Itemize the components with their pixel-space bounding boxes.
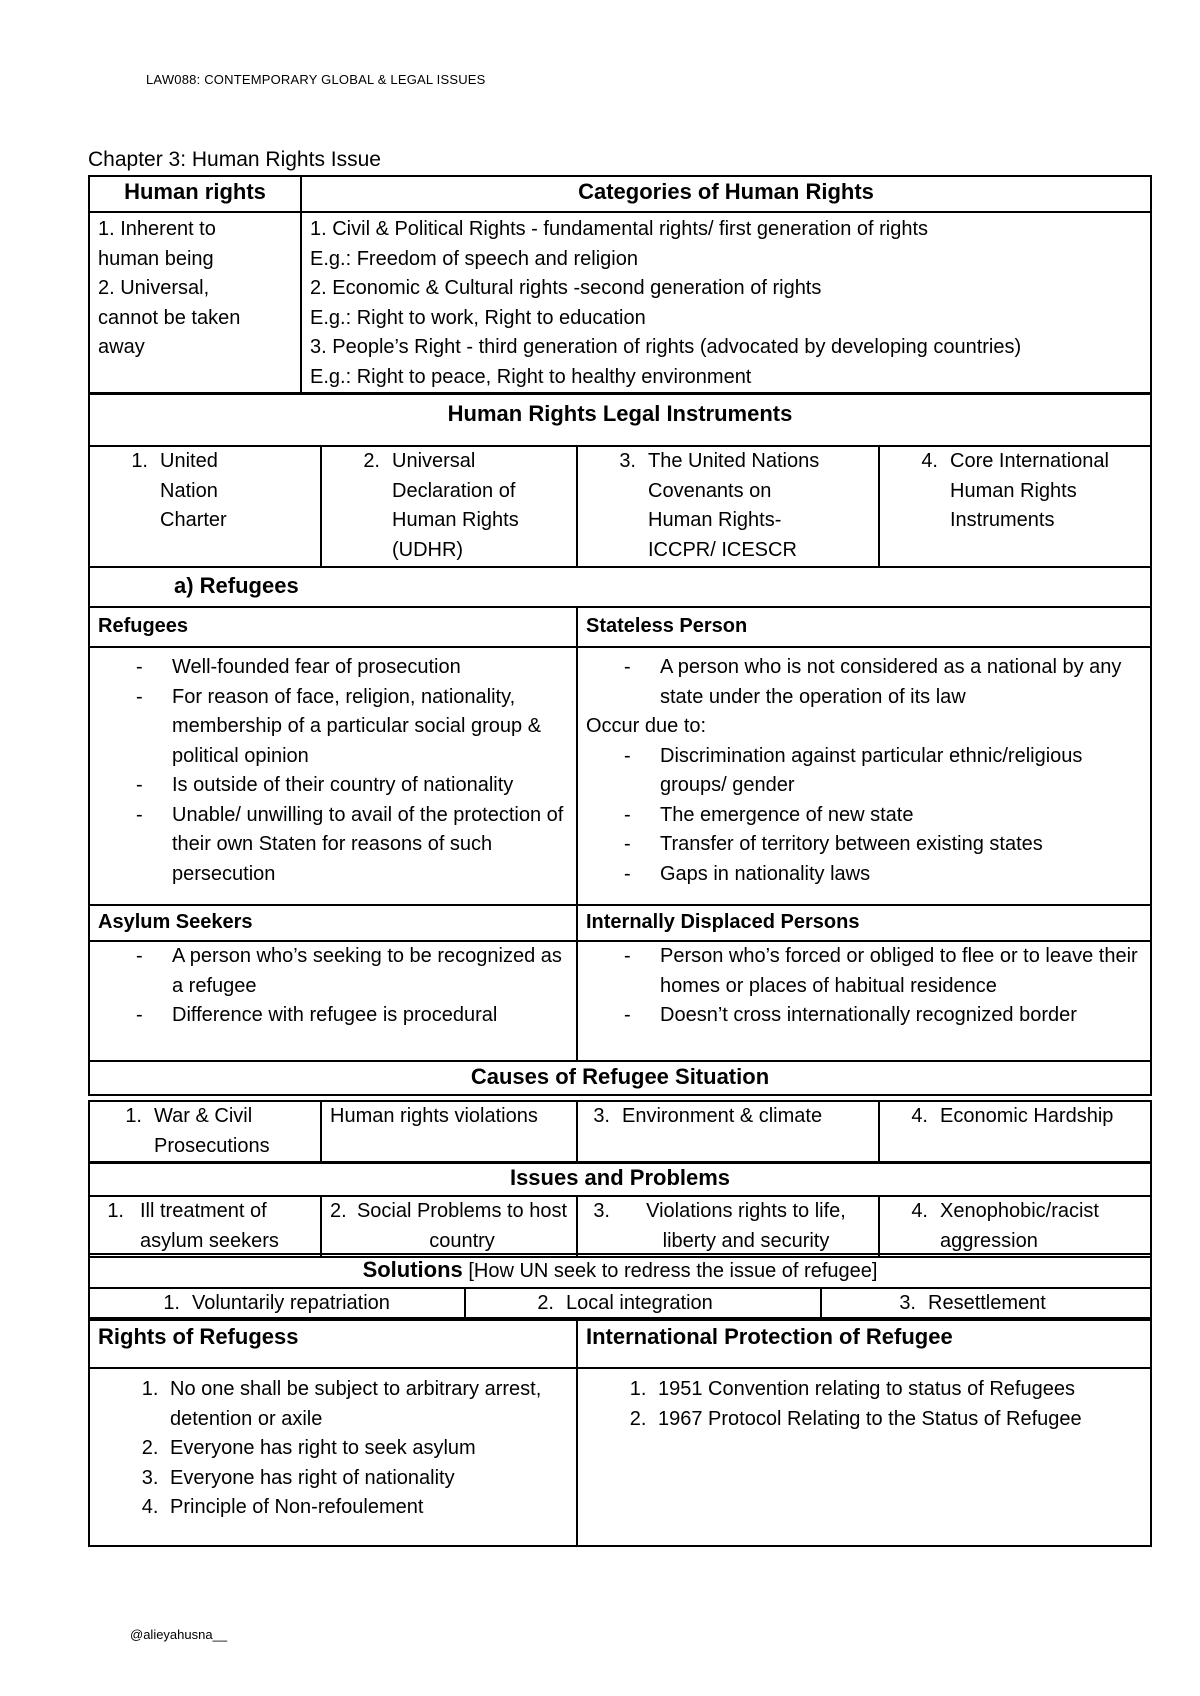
cause-item xyxy=(321,1101,577,1163)
list-item: - Discrimination against particular ethnic/religious groups/ gender xyxy=(586,742,1142,801)
item-text: Human rights violations xyxy=(330,1105,538,1127)
chapter-title: Chapter 3: Human Rights Issue xyxy=(88,148,381,171)
property-line: cannot be taken xyxy=(98,306,241,329)
stateless-definition xyxy=(577,647,1151,905)
protection-list xyxy=(577,1368,1151,1546)
occur-label: Occur due to: xyxy=(586,715,707,737)
idp-definition xyxy=(577,941,1151,1061)
item-number: 4. xyxy=(911,1200,928,1222)
instrument-item xyxy=(321,446,577,567)
footer-handle: @alieyahusna__ xyxy=(130,1627,228,1642)
list-item: - Person who’s forced or obliged to flee or to leave their homes or places of habitual residence xyxy=(586,942,1142,1001)
list-item: 4. Principle of Non-refoulement xyxy=(164,1493,568,1523)
stateless-header: Stateless Person xyxy=(577,607,1151,647)
item-number: 2. xyxy=(363,450,380,472)
item-text: Social Problems to host country xyxy=(356,1200,568,1252)
list-item: - A person who is not considered as a national by any state under the operation of its law xyxy=(586,653,1142,712)
solution-item xyxy=(821,1288,1151,1320)
item-text: War & Civil Prosecutions xyxy=(154,1105,270,1157)
item-text: Universal Declaration of Human Rights (UDHR) xyxy=(392,450,519,561)
item-number: 3. xyxy=(899,1292,916,1314)
item-number: 4. xyxy=(921,450,938,472)
list-item: 1. No one shall be subject to arbitrary arrest, detention or axile xyxy=(164,1375,568,1434)
category-line: 2. Economic & Cultural rights -second generation of rights xyxy=(310,277,822,299)
categories-header: Categories of Human Rights xyxy=(301,176,1151,212)
causes-table xyxy=(88,1100,1152,1164)
item-number: 2. xyxy=(330,1200,347,1222)
instrument-item xyxy=(879,446,1151,567)
causes-title: Causes of Refugee Situation xyxy=(89,1061,1151,1095)
cause-item xyxy=(879,1101,1151,1163)
cause-item xyxy=(89,1101,321,1163)
refugees-definition xyxy=(89,647,577,905)
item-number: 1. xyxy=(107,1200,124,1222)
rights-header: Rights of Refugess xyxy=(89,1318,577,1368)
solution-item xyxy=(465,1288,821,1320)
solutions-label: Solutions xyxy=(362,1257,463,1282)
solutions-title xyxy=(89,1254,1151,1288)
instrument-item xyxy=(89,446,321,567)
item-text: Violations rights to life, liberty and security xyxy=(646,1200,846,1252)
issue-item xyxy=(577,1196,879,1257)
issues-title: Issues and Problems xyxy=(89,1162,1151,1196)
item-text: Resettlement xyxy=(928,1292,1046,1314)
item-text: Xenophobic/racist aggression xyxy=(940,1200,1099,1252)
instruments-title: Human Rights Legal Instruments xyxy=(89,394,1151,446)
list-item: 2. 1967 Protocol Relating to the Status of Refugee xyxy=(652,1405,1142,1435)
property-line: 2. Universal, xyxy=(98,277,210,299)
category-line: E.g.: Freedom of speech and religion xyxy=(310,247,638,270)
list-item: 2. Everyone has right to seek asylum xyxy=(164,1434,568,1464)
item-text: United Nation Charter xyxy=(160,450,227,531)
list-item: - Well-founded fear of prosecution xyxy=(98,653,568,683)
asylum-definition xyxy=(89,941,577,1061)
item-number: 3. xyxy=(593,1105,610,1127)
list-item: - For reason of face, religion, nationality, membership of a particular social group & political opinion xyxy=(98,683,568,772)
issue-item xyxy=(879,1196,1151,1257)
item-number: 2. xyxy=(537,1292,554,1314)
list-item: - Transfer of territory between existing states xyxy=(586,830,1142,860)
solutions-table xyxy=(88,1253,1152,1321)
property-line: 1. Inherent to xyxy=(98,218,216,240)
rights-list xyxy=(89,1368,577,1546)
property-line: away xyxy=(98,336,145,358)
item-number: 1. xyxy=(125,1105,142,1127)
human-rights-header: Human rights xyxy=(89,176,301,212)
property-line: human being xyxy=(98,247,214,270)
item-text: Local integration xyxy=(566,1292,713,1314)
instrument-item xyxy=(577,446,879,567)
category-line: E.g.: Right to peace, Right to healthy environment xyxy=(310,365,752,388)
list-item: - A person who’s seeking to be recognized as a refugee xyxy=(98,942,568,1001)
list-item: - Is outside of their country of nationality xyxy=(98,771,568,801)
asylum-header: Asylum Seekers xyxy=(89,905,577,941)
refugees-section-title: a) Refugees xyxy=(89,567,1151,607)
category-line: 3. People’s Right - third generation of rights (advocated by developing countries) xyxy=(310,336,1022,358)
item-number: 3. xyxy=(619,450,636,472)
page-header: LAW088: CONTEMPORARY GLOBAL & LEGAL ISSUES xyxy=(146,72,486,87)
category-line: 1. Civil & Political Rights - fundamental rights/ first generation of rights xyxy=(310,218,929,240)
item-number: 1. xyxy=(131,450,148,472)
item-text: Ill treatment of asylum seekers xyxy=(140,1200,279,1252)
item-number: 4. xyxy=(911,1105,928,1127)
protection-header: International Protection of Refugee xyxy=(577,1318,1151,1368)
item-text: Economic Hardship xyxy=(940,1105,1114,1127)
refugees-table xyxy=(88,393,1152,1096)
issue-item xyxy=(321,1196,577,1257)
rights-table xyxy=(88,1317,1152,1547)
item-text: The United Nations Covenants on Human Rights- ICCPR/ ICESCR xyxy=(648,450,820,561)
category-line: E.g.: Right to work, Right to education xyxy=(310,306,646,329)
cause-item xyxy=(577,1101,879,1163)
issues-table xyxy=(88,1161,1152,1258)
solution-item xyxy=(89,1288,465,1320)
item-text: Voluntarily repatriation xyxy=(192,1292,390,1314)
list-item: - Difference with refugee is procedural xyxy=(98,1001,568,1031)
item-number: 1. xyxy=(163,1292,180,1314)
human-rights-table xyxy=(88,175,1152,394)
human-rights-properties xyxy=(89,212,301,393)
list-item: - Unable/ unwilling to avail of the protection of their own Staten for reasons of such persecution xyxy=(98,801,568,890)
refugees-header: Refugees xyxy=(89,607,577,647)
item-text: Environment & climate xyxy=(622,1105,823,1127)
item-number: 3. xyxy=(593,1200,610,1222)
list-item: - The emergence of new state xyxy=(586,801,1142,831)
list-item: 3. Everyone has right of nationality xyxy=(164,1464,568,1494)
list-item: - Doesn’t cross internationally recognized border xyxy=(586,1001,1142,1031)
item-text: Core International Human Rights Instruments xyxy=(950,450,1109,531)
list-item: - Gaps in nationality laws xyxy=(586,860,1142,890)
solutions-subtitle: [How UN seek to redress the issue of refugee] xyxy=(462,1260,878,1282)
issue-item xyxy=(89,1196,321,1257)
list-item: 1. 1951 Convention relating to status of Refugees xyxy=(652,1375,1142,1405)
categories-list xyxy=(301,212,1151,393)
idp-header: Internally Displaced Persons xyxy=(577,905,1151,941)
